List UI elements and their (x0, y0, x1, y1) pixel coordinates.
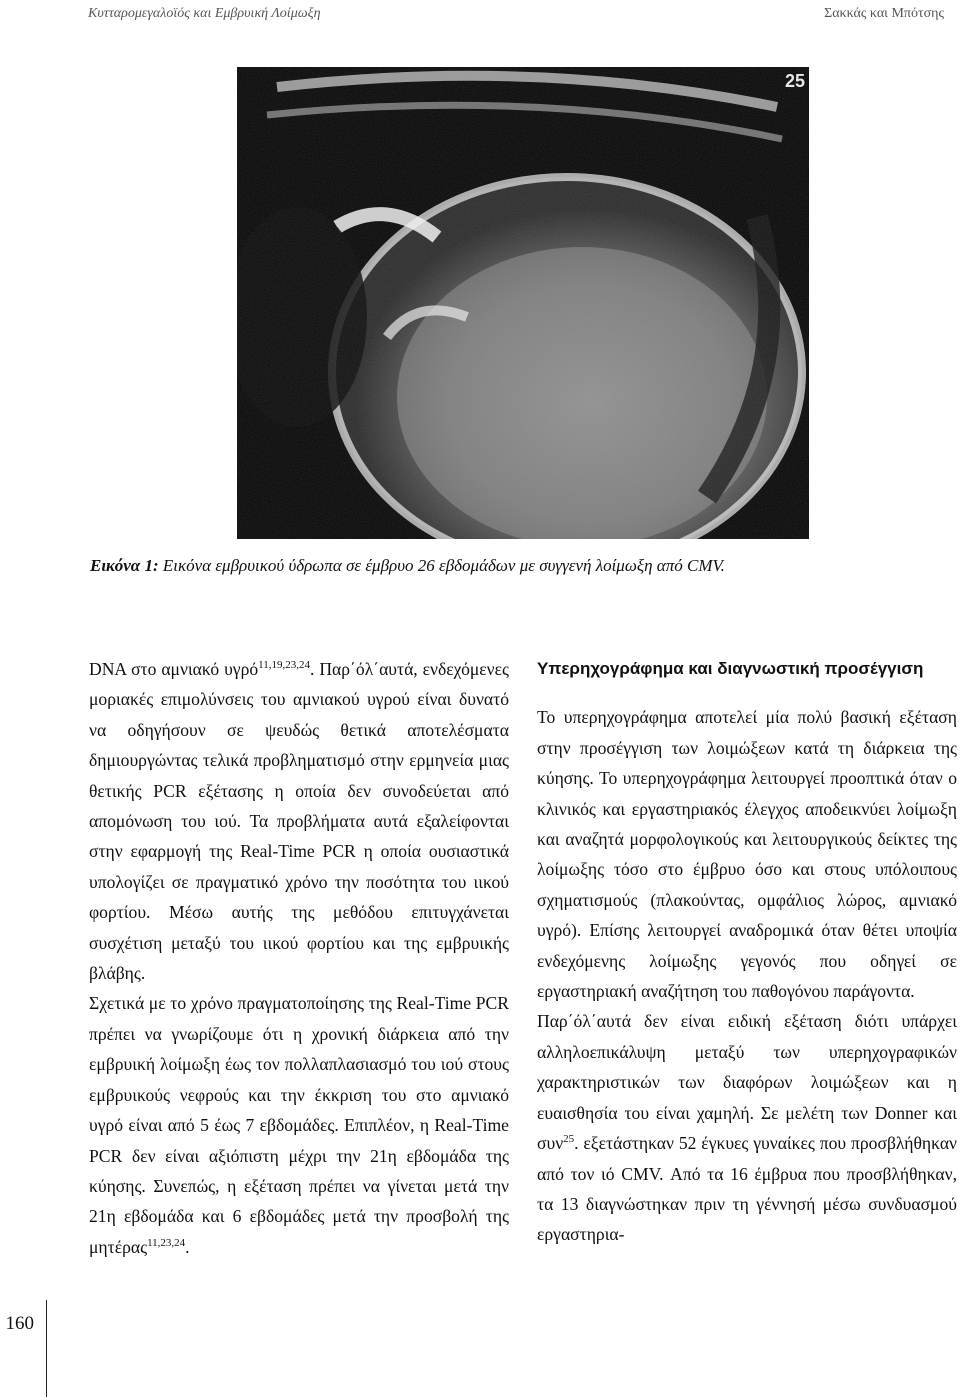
text-run: . (185, 1236, 190, 1257)
citation-superscript: 25 (563, 1133, 575, 1146)
ultrasound-image (237, 67, 809, 539)
caption-label: Εικόνα 1: (90, 556, 159, 575)
caption-text: Εικόνα εμβρυικού ύδρωπα σε έμβρυο 26 εβδομάδων με συγγενή λοίμωξη από CMV. (158, 556, 725, 575)
text-run: . Παρ΄όλ΄αυτά, ενδεχόμενες μοριακές επιμολύνσεις του αμνιακού υγρού είναι δυνατό να οδηγήσουν σε ψευδώς θετικά αποτελέσματα δημιουργώντας τελικά προβληματισμό στην ερμηνεία μιας θετικής PCR εξέτασης η οποία δεν συνοδεύεται από απομόνωση του ιού. Τα προβλήματα αυτά εξαλείφονται στην εφαρμογή της Real-Time PCR η οποία ουσιαστικά υπολογίζει σε πραγματικό χρόνο την ποσότητα του ιικού φορτίου. Μέσω αυτής της μεθόδου επιτυγχάνεται συσχέτιση μεταξύ του ιικού φορτίου και της εμβρυικής βλάβης. (89, 659, 509, 984)
left-column (89, 654, 509, 1262)
ultrasound-figure (237, 67, 809, 539)
citation-superscript: 11,23,24 (147, 1236, 186, 1249)
left-paragraph-1 (89, 654, 509, 988)
overlay-label: 25 (785, 71, 806, 91)
right-column (537, 654, 957, 1250)
left-paragraph-2 (89, 988, 509, 1262)
citation-superscript: 11,19,23,24 (258, 659, 311, 672)
text-run: Παρ΄όλ΄αυτά δεν είναι ειδική εξέταση διότι υπάρχει αλληλοεπικάλυψη μεταξύ των υπερηχογραφικών χαρακτηριστικών των διαφόρων λοιμώξεων και η ευαισθησία του είναι χαμηλή. Σε μελέτη των Donner και συν (537, 1011, 957, 1154)
text-run: Σχετικά με το χρόνο πραγματοποίησης της Real-Time PCR πρέπει να γνωρίζουμε ότι η χρονική διάρκεια από την εμβρυική λοίμωξη έως τον πολλαπλασιασμό του ιού στους εμβρυικούς νεφρούς και την έκκριση του στο αμνιακό υγρό είναι από 5 έως 7 εβδομάδες. Επιπλέον, η Real-Time PCR δεν είναι αξιόπιστη μέχρι την 21η εβδομάδα της κύησης. Συνεπώς, η εξέταση πρέπει να γίνεται μετά την 21η εβδομάδα και 6 εβδομάδες μετά την προσβολή της μητέρας (89, 993, 509, 1257)
text-run: . εξετάστηκαν 52 έγκυες γυναίκες που προσβλήθηκαν από τον ιό CMV. Από τα 16 έμβρυα που προσβλήθηκαν, τα 13 διαγνώστηκαν πριν τη γέννησή μέσω συνδυασμού εργαστηρια- (537, 1133, 957, 1245)
running-header-title: Κυτταρομεγαλοϊός και Εμβρυική Λοίμωξη (88, 6, 321, 21)
page-divider (46, 1300, 47, 1397)
text-run: DNA στο αμνιακό υγρό (89, 659, 259, 679)
right-paragraph-1: Το υπερηχογράφημα αποτελεί μία πολύ βασική εξέταση στην προσέγγιση των λοιμώξεων κατά τη διάρκεια της κύησης. Το υπερηχογράφημα λειτουργεί προοπτικά όταν ο κλινικός και εργαστηριακός έλεγχος αποδεικνύει λοίμωξη και αναζητά μορφολογικούς και λειτουργικούς δείκτες της λοίμωξης τόσο στο έμβρυο όσο και στους υπόλοιπους σχηματισμούς (πλακούντας, ομφάλιος λώρος, αμνιακό υγρό). Επίσης λειτουργεί αναδρομικά όταν θέτει υποψία ενδεχόμενης λοίμωξης γεγονός που οδηγεί σε εργαστηριακή αναζήτηση του παθογόνου παράγοντα. (537, 707, 957, 1002)
running-header-authors: Σακκάς και Μπότσης (824, 6, 944, 21)
figure-caption (90, 556, 890, 576)
right-paragraph-2 (537, 1006, 957, 1249)
section-heading: Υπερηχογράφημα και διαγνωστική προσέγγιση (537, 659, 924, 678)
page-number: 160 (5, 1313, 34, 1334)
